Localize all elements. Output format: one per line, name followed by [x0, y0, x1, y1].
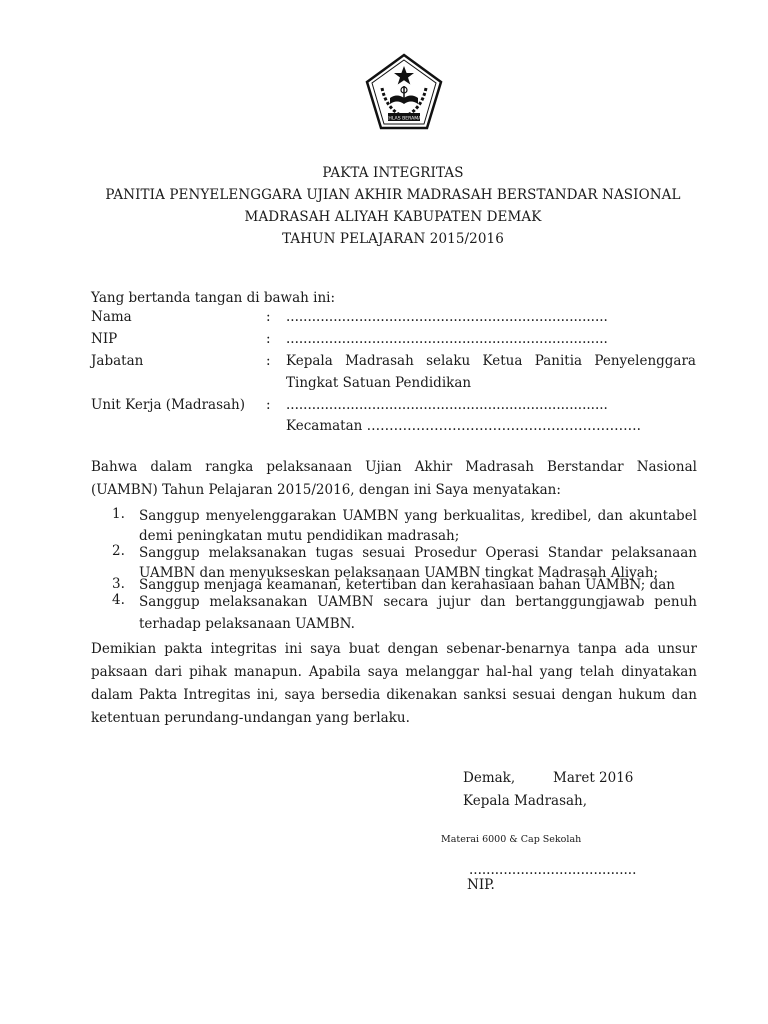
- signature-role: Kepala Madrasah,: [463, 793, 588, 809]
- jabatan-label: Jabatan: [91, 353, 144, 369]
- stamp-note: Materai 6000 & Cap Sekolah: [441, 834, 582, 845]
- closing-line-1: Demikian pakta integritas ini saya buat dengan sebenar-benarnya tanpa ada unsur: [91, 641, 697, 657]
- list-item-number: 1.: [112, 506, 125, 522]
- document-title: [0, 162, 768, 250]
- signature-place: Demak,: [463, 770, 516, 786]
- title-line-3: MADRASAH ALIYAH KABUPATEN DEMAK: [244, 209, 542, 225]
- list-item-line-1: Sanggup menyelenggarakan UAMBN yang berkualitas, kredibel, dan akuntabel: [139, 508, 697, 524]
- signature-nip: NIP.: [467, 877, 495, 893]
- statement-line-2: (UAMBN) Tahun Pelajaran 2015/2016, dengan ini Saya menyatakan:: [91, 482, 561, 498]
- nip-label: NIP: [91, 331, 118, 347]
- kemenag-logo-icon: [364, 52, 444, 132]
- nip-colon: :: [266, 331, 271, 347]
- kecamatan-field[interactable]: Kecamatan …………………………………………………….: [286, 418, 641, 434]
- statement-paragraph: [91, 456, 697, 502]
- nama-label: Nama: [91, 309, 132, 325]
- title-line-1: PAKTA INTEGRITAS: [322, 165, 464, 181]
- list-item-line-2: UAMBN dan menyukseskan pelaksanaan UAMBN tingkat Madrasah Aliyah;: [139, 565, 659, 581]
- closing-line-3: dalam Pakta Intregitas ini, saya bersedia dikenakan sanksi sesuai dengan hukum dan: [91, 687, 697, 703]
- list-item-line-1: Sanggup melaksanakan UAMBN secara jujur dan bertanggungjawab penuh: [139, 594, 697, 610]
- signature-name-line[interactable]: .......................................: [469, 862, 637, 878]
- jabatan-value-line-1: Kepala Madrasah selaku Ketua Panitia Penyelenggara: [286, 353, 696, 369]
- list-item-number: 3.: [112, 576, 125, 592]
- intro-text: Yang bertanda tangan di bawah ini:: [91, 290, 336, 306]
- closing-line-4: ketentuan perundang-undangan yang berlaku.: [91, 710, 410, 726]
- nip-field[interactable]: ...........................................................................: [286, 331, 608, 347]
- jabatan-value-line-2: Tingkat Satuan Pendidikan: [286, 375, 472, 391]
- statement-line-1: Bahwa dalam rangka pelaksanaan Ujian Akhir Madrasah Berstandar Nasional: [91, 459, 697, 475]
- list-item-line-2: demi peningkatan mutu pendidikan madrasah;: [139, 528, 460, 544]
- closing-paragraph: [91, 638, 697, 730]
- title-line-2: PANITIA PENYELENGGARA UJIAN AKHIR MADRASAH BERSTANDAR NASIONAL: [105, 187, 681, 203]
- nama-colon: :: [266, 309, 271, 325]
- list-item-line-1: Sanggup menjaga keamanan, ketertiban dan kerahasiaan bahan UAMBN; dan: [139, 577, 675, 593]
- logo-motto: IKHLAS BERAMAL: [384, 116, 424, 122]
- jabatan-colon: :: [266, 353, 271, 369]
- list-item-line-1: Sanggup melaksanakan tugas sesuai Prosedur Operasi Standar pelaksanaan: [139, 545, 697, 561]
- list-item-number: 4.: [112, 592, 125, 608]
- list-item-number: 2.: [112, 543, 125, 559]
- unit-kerja-field[interactable]: ...........................................................................: [286, 397, 608, 413]
- signature-date: Maret 2016: [553, 770, 634, 786]
- title-line-4: TAHUN PELAJARAN 2015/2016: [282, 231, 504, 247]
- list-item-line-2: terhadap pelaksanaan UAMBN.: [139, 616, 355, 632]
- nama-field[interactable]: ...........................................................................: [286, 309, 608, 325]
- closing-line-2: paksaan dari pihak manapun. Apabila saya melanggar hal-hal yang telah dinyatakan: [91, 664, 697, 680]
- unit-kerja-colon: :: [266, 397, 271, 413]
- unit-kerja-label: Unit Kerja (Madrasah): [91, 397, 246, 413]
